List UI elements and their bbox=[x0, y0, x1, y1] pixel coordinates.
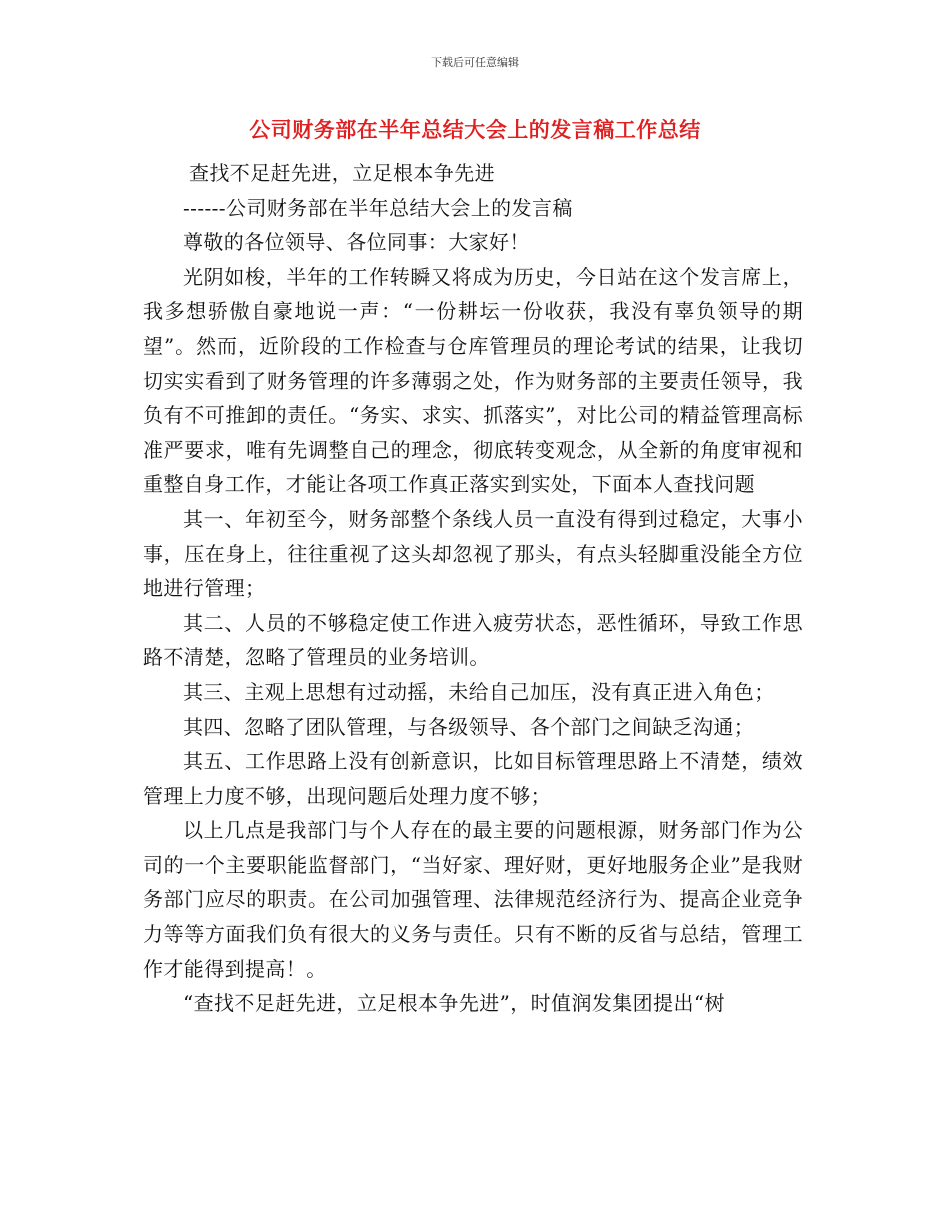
paragraph-point-2: 其二、人员的不够稳定使工作进入疲劳状态，恶性循环，导致工作思路不清楚，忽略了管理员的业务培训。 bbox=[143, 610, 803, 670]
paragraph-byline: ------公司财务部在半年总结大会上的发言稿 bbox=[183, 195, 573, 220]
paragraph-point-5: 其五、工作思路上没有创新意识，比如目标管理思路上不清楚，绩效管理上力度不够，出现问题后处理力度不够； bbox=[143, 749, 803, 808]
paragraph-point-1: 其一、年初至今，财务部整个条线人员一直没有得到过稳定，大事小事，压在身上，往往重视了这头却忽视了那头，有点头轻脚重没能全方位地进行管理； bbox=[143, 506, 803, 601]
paragraph-subtitle: 查找不足赶先进，立足根本争先进 bbox=[189, 161, 495, 185]
document-title: 公司财务部在半年总结大会上的发言稿工作总结 bbox=[249, 118, 701, 142]
paragraph-continuation: “查找不足赶先进，立足根本争先进”，时值润发集团提出“树 bbox=[183, 991, 725, 1016]
paragraph-opening: 光阴如梭，半年的工作转瞬又将成为历史，今日站在这个发言席上，我多想骄傲自豪地说一声：“一份耕坛一份收获，我没有辜负领导的期望”。然而，近阶段的工作检查与仓库管理员的理论考试的结果，让我切切实实看到了财务管理的许多薄弱之处，作为财务部的主要责任领导，我负有不可推卸的责任。“务实、求实、抓落实”，对比公司的精益管理高标准严要求，唯有先调整自己的理念，彻底转变观念，从全新的角度审视和重整自身工作，才能让各项工作真正落实到实处，下面本人查找问题 bbox=[143, 264, 803, 497]
paragraph-summary: 以上几点是我部门与个人存在的最主要的问题根源，财务部门作为公司的一个主要职能监督部门，“当好家、理好财，更好地服务企业”是我财务部门应尽的职责。在公司加强管理、法律规范经济行为、提高企业竞争力等等方面我们负有很大的义务与责任。只有不断的反省与总结，管理工作才能得到提高！。 bbox=[143, 818, 803, 981]
header-note: 下载后可任意编辑 bbox=[431, 56, 519, 69]
paragraph-greeting: 尊敬的各位领导、各位同事：大家好！ bbox=[183, 230, 530, 255]
paragraph-point-4: 其四、忽略了团队管理，与各级领导、各个部门之间缺乏沟通； bbox=[183, 714, 755, 739]
document-body bbox=[143, 156, 803, 1021]
paragraph-point-3: 其三、主观上思想有过动摇，未给自己加压，没有真正进入角色； bbox=[183, 679, 775, 704]
